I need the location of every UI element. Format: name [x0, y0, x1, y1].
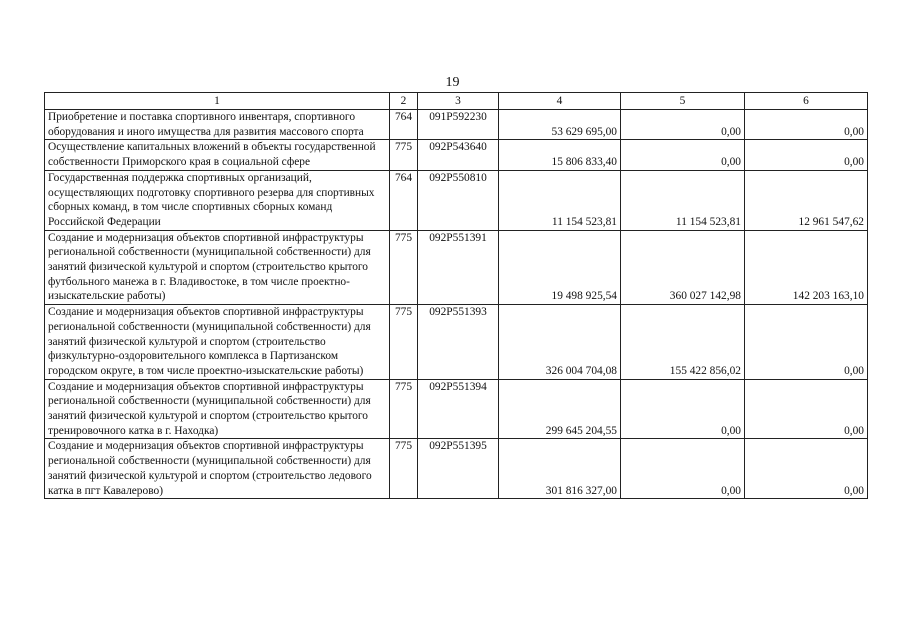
row-value-4: 53 629 695,00 [499, 110, 621, 140]
row-name: Приобретение и поставка спортивного инвентаря, спортивного оборудования и иного имущества для развития массового спорта [45, 110, 390, 140]
row-value-4: 15 806 833,40 [499, 140, 621, 170]
header-col-5: 5 [621, 93, 745, 110]
row-value-6: 0,00 [745, 140, 868, 170]
row-code: 764 [390, 110, 418, 140]
row-value-6: 0,00 [745, 439, 868, 499]
row-value-4: 11 154 523,81 [499, 170, 621, 230]
row-target: 092Р551391 [418, 230, 499, 305]
row-name: Создание и модернизация объектов спортивной инфраструктуры региональной собственности (муниципальной собственности) для занятий физической культурой и спортом (строительство крытого тренировочного катка в г. Находка) [45, 379, 390, 439]
row-value-6: 142 203 163,10 [745, 230, 868, 305]
row-name: Создание и модернизация объектов спортивной инфраструктуры региональной собственности (муниципальной собственности) для занятий физической культурой и спортом (строительство ледового катка в пгт Кавалерово) [45, 439, 390, 499]
table-row [45, 110, 868, 140]
row-code: 775 [390, 379, 418, 439]
row-value-4: 326 004 704,08 [499, 305, 621, 380]
row-target: 091Р592230 [418, 110, 499, 140]
row-target: 092Р551393 [418, 305, 499, 380]
row-code: 775 [390, 230, 418, 305]
header-col-2: 2 [390, 93, 418, 110]
budget-table [44, 92, 868, 499]
row-value-4: 299 645 204,55 [499, 379, 621, 439]
row-target: 092Р543640 [418, 140, 499, 170]
row-value-5: 0,00 [621, 110, 745, 140]
row-value-5: 0,00 [621, 140, 745, 170]
table-row [45, 379, 868, 439]
row-code: 775 [390, 305, 418, 380]
row-value-4: 19 498 925,54 [499, 230, 621, 305]
row-value-6: 12 961 547,62 [745, 170, 868, 230]
row-code: 775 [390, 439, 418, 499]
row-target: 092Р551395 [418, 439, 499, 499]
row-code: 764 [390, 170, 418, 230]
row-value-5: 0,00 [621, 379, 745, 439]
row-value-5: 0,00 [621, 439, 745, 499]
row-name: Создание и модернизация объектов спортивной инфраструктуры региональной собственности (муниципальной собственности) для занятий физической культурой и спортом (строительство крытого футбольного манежа в г. Владивостоке, в том числе проектно-изыскательские работы) [45, 230, 390, 305]
header-col-6: 6 [745, 93, 868, 110]
table-row [45, 439, 868, 499]
table-row [45, 140, 868, 170]
row-value-4: 301 816 327,00 [499, 439, 621, 499]
row-name: Создание и модернизация объектов спортивной инфраструктуры региональной собственности (муниципальной собственности) для занятий физической культурой и спортом (строительство физкультурно-оздоровительного комплекса в Партизанском городском округе, в том числе проектно-изыскательские работы) [45, 305, 390, 380]
row-value-5: 360 027 142,98 [621, 230, 745, 305]
row-name: Государственная поддержка спортивных организаций, осуществляющих подготовку спортивного резерва для спортивных сборных команд, в том числе спортивных сборных команд Российской Федерации [45, 170, 390, 230]
header-col-3: 3 [418, 93, 499, 110]
row-value-6: 0,00 [745, 379, 868, 439]
row-target: 092Р551394 [418, 379, 499, 439]
row-value-6: 0,00 [745, 305, 868, 380]
row-code: 775 [390, 140, 418, 170]
header-col-1: 1 [45, 93, 390, 110]
table-row [45, 230, 868, 305]
header-col-4: 4 [499, 93, 621, 110]
table-row [45, 305, 868, 380]
row-target: 092Р550810 [418, 170, 499, 230]
row-name: Осуществление капитальных вложений в объекты государственной собственности Приморского края в социальной сфере [45, 140, 390, 170]
table-row [45, 170, 868, 230]
row-value-5: 155 422 856,02 [621, 305, 745, 380]
header-row [45, 93, 868, 110]
row-value-6: 0,00 [745, 110, 868, 140]
page-number: 19 [445, 75, 460, 90]
row-value-5: 11 154 523,81 [621, 170, 745, 230]
